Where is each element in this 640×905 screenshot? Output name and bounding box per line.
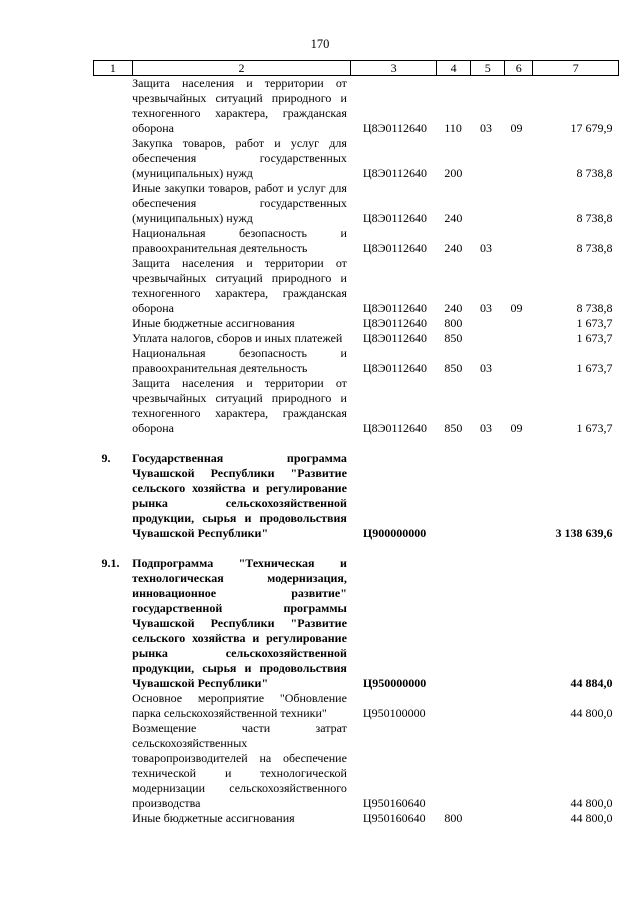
- target-code-cell: Ц8Э0112640: [362, 301, 428, 315]
- table-row: [94, 136, 619, 181]
- expense-type-cell: 800: [444, 316, 463, 330]
- table-row: [94, 451, 619, 541]
- row-number-cell: [94, 256, 133, 316]
- amount-cell: 1 673,7: [576, 316, 613, 330]
- header-col-6: 6: [505, 61, 533, 76]
- row-number-cell: [94, 76, 133, 137]
- subsection-cell: [505, 226, 533, 256]
- item-name-cell: Возмещение части затрат сельскохозяйственных товаропроизводителей на обеспечение технической и технологической модернизации сельскохозяйственного производства: [132, 721, 347, 810]
- section-cell: 03: [479, 421, 492, 435]
- section-cell: [471, 316, 505, 331]
- subsection-cell: [505, 556, 533, 691]
- amount-cell: 8 738,8: [576, 166, 613, 180]
- item-name-cell: Защита населения и территории от чрезвычайных ситуаций природного и техногенного характера, гражданская оборона: [132, 76, 347, 135]
- subsection-cell: 09: [510, 421, 523, 435]
- amount-cell: 3 138 639,6: [555, 526, 613, 540]
- row-number-cell: [94, 721, 133, 811]
- target-code-cell: Ц8Э0112640: [362, 331, 428, 345]
- expense-type-cell: [436, 721, 471, 811]
- subsection-cell: [505, 331, 533, 346]
- item-name-cell: Закупка товаров, работ и услуг для обеспечения государственных (муниципальных) нужд: [132, 136, 347, 180]
- row-number-cell: [94, 376, 133, 436]
- page-number: 170: [310, 37, 330, 51]
- amount-cell: 1 673,7: [576, 331, 613, 345]
- table-row: [94, 256, 619, 316]
- section-cell: 03: [479, 121, 492, 135]
- amount-cell: 8 738,8: [576, 301, 613, 315]
- row-number-cell: [94, 811, 133, 826]
- target-code-cell: Ц8Э0112640: [362, 421, 428, 435]
- row-number-cell: [94, 316, 133, 331]
- expense-type-cell: 850: [444, 331, 463, 345]
- section-cell: 03: [479, 361, 492, 375]
- row-number-cell: [94, 136, 133, 181]
- item-name-cell: Основное мероприятие "Обновление парка сельскохозяйственной техники": [132, 691, 347, 720]
- section-cell: [471, 691, 505, 721]
- expense-type-cell: [436, 556, 471, 691]
- table-row: [94, 346, 619, 376]
- table-row: [94, 811, 619, 826]
- section-cell: [471, 556, 505, 691]
- amount-cell: 8 738,8: [576, 241, 613, 255]
- subsection-cell: 09: [510, 121, 523, 135]
- section-cell: [471, 811, 505, 826]
- subsection-cell: [505, 316, 533, 331]
- row-number-cell: [94, 346, 133, 376]
- expense-type-cell: 850: [444, 361, 463, 375]
- target-code-cell: Ц8Э0112640: [362, 241, 428, 255]
- expense-type-cell: 240: [444, 241, 463, 255]
- section-cell: 03: [479, 301, 492, 315]
- subsection-cell: [505, 811, 533, 826]
- item-name-cell: Национальная безопасность и правоохранительная деятельность: [132, 346, 347, 375]
- item-name-cell: Иные закупки товаров, работ и услуг для обеспечения государственных (муниципальных) нужд: [132, 181, 347, 225]
- expense-type-cell: [436, 691, 471, 721]
- amount-cell: 44 800,0: [570, 811, 613, 825]
- item-name-cell: Подпрограмма "Техническая и технологическая модернизация, инновационное развитие" государственной программы Чувашской Республики "Развитие сельского хозяйства и регулирование рынка сельскохозяйственной продукции, сырья и продовольствия Чувашской Республики": [132, 556, 347, 690]
- amount-cell: 1 673,7: [576, 421, 613, 435]
- subsection-cell: [505, 721, 533, 811]
- expense-type-cell: 850: [444, 421, 463, 435]
- amount-cell: 1 673,7: [576, 361, 613, 375]
- header-col-7: 7: [533, 61, 619, 76]
- row-number-cell: 9.1.: [101, 556, 120, 570]
- table-row: [94, 331, 619, 346]
- expense-type-cell: 800: [444, 811, 463, 825]
- row-number-cell: [94, 331, 133, 346]
- expense-type-cell: 240: [444, 301, 463, 315]
- target-code-cell: Ц950160640: [362, 796, 426, 810]
- table-row: [94, 721, 619, 811]
- subsection-cell: [505, 346, 533, 376]
- table-row: [94, 226, 619, 256]
- table-row: [94, 376, 619, 436]
- row-spacer: [94, 541, 619, 556]
- section-cell: 03: [479, 241, 492, 255]
- target-code-cell: Ц8Э0112640: [362, 316, 428, 330]
- header-col-3: 3: [351, 61, 436, 76]
- table-row: [94, 76, 619, 137]
- budget-table: [93, 60, 619, 826]
- header-row: [94, 61, 619, 76]
- table-row: [94, 691, 619, 721]
- item-name-cell: Защита населения и территории от чрезвычайных ситуаций природного и техногенного характера, гражданская оборона: [132, 376, 347, 435]
- item-name-cell: Иные бюджетные ассигнования: [132, 811, 295, 825]
- table-row: [94, 316, 619, 331]
- subsection-cell: [505, 691, 533, 721]
- target-code-cell: Ц950000000: [362, 676, 427, 690]
- subsection-cell: [505, 451, 533, 541]
- section-cell: [471, 331, 505, 346]
- target-code-cell: Ц950160640: [362, 811, 426, 825]
- subsection-cell: 09: [510, 301, 523, 315]
- amount-cell: 17 679,9: [570, 121, 613, 135]
- section-cell: [471, 721, 505, 811]
- target-code-cell: Ц900000000: [362, 526, 427, 540]
- row-number-cell: [94, 181, 133, 226]
- row-spacer: [94, 436, 619, 451]
- subsection-cell: [505, 181, 533, 226]
- target-code-cell: Ц8Э0112640: [362, 361, 428, 375]
- amount-cell: 44 884,0: [570, 676, 613, 690]
- expense-type-cell: 110: [444, 121, 462, 135]
- table-row: [94, 181, 619, 226]
- section-cell: [471, 451, 505, 541]
- item-name-cell: Защита населения и территории от чрезвычайных ситуаций природного и техногенного характера, гражданская оборона: [132, 256, 347, 315]
- amount-cell: 8 738,8: [576, 211, 613, 225]
- subsection-cell: [505, 136, 533, 181]
- header-col-5: 5: [471, 61, 505, 76]
- expense-type-cell: 200: [444, 166, 463, 180]
- header-col-2: 2: [132, 61, 351, 76]
- table-body: [94, 76, 619, 827]
- section-cell: [471, 181, 505, 226]
- target-code-cell: Ц8Э0112640: [362, 211, 428, 225]
- header-col-4: 4: [436, 61, 471, 76]
- target-code-cell: Ц950100000: [362, 706, 426, 720]
- table-row: [94, 556, 619, 691]
- item-name-cell: Национальная безопасность и правоохранительная деятельность: [132, 226, 347, 255]
- row-number-cell: [94, 226, 133, 256]
- target-code-cell: Ц8Э0112640: [362, 121, 428, 135]
- expense-type-cell: 240: [444, 211, 463, 225]
- row-number-cell: 9.: [101, 451, 111, 465]
- header-col-1: 1: [94, 61, 133, 76]
- section-cell: [471, 136, 505, 181]
- item-name-cell: Уплата налогов, сборов и иных платежей: [132, 331, 343, 345]
- expense-type-cell: [436, 451, 471, 541]
- item-name-cell: Иные бюджетные ассигнования: [132, 316, 295, 330]
- item-name-cell: Государственная программа Чувашской Республики "Развитие сельского хозяйства и регулирование рынка сельскохозяйственной продукции, сырья и продовольствия Чувашской Республики": [132, 451, 347, 540]
- amount-cell: 44 800,0: [570, 706, 613, 720]
- amount-cell: 44 800,0: [570, 796, 613, 810]
- row-number-cell: [94, 691, 133, 721]
- target-code-cell: Ц8Э0112640: [362, 166, 428, 180]
